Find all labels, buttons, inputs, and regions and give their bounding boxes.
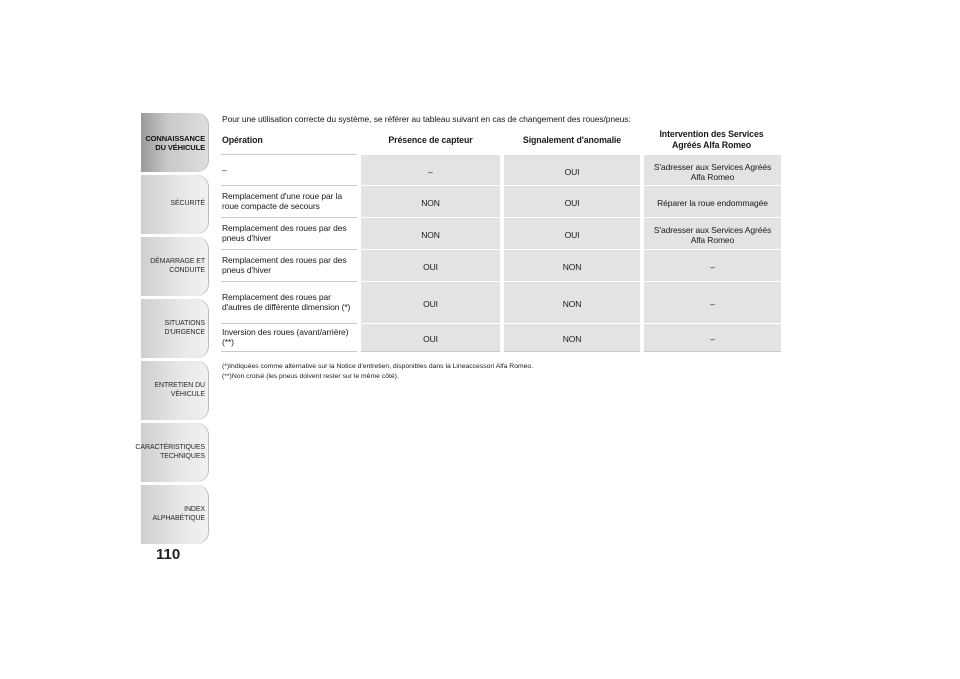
table-row xyxy=(221,323,781,351)
header-operation: Opération xyxy=(222,134,263,145)
cell-intervention: S'adresser aux Services Agréés Alfa Romeo xyxy=(642,217,781,249)
tab-entretien-du-vehicule[interactable] xyxy=(141,361,209,420)
intro-text: Pour une utilisation correcte du système, se référer au tableau suivant en cas de changement des roues/pneus: xyxy=(222,114,631,124)
cell-sensor: OUI xyxy=(359,281,502,323)
table-row xyxy=(221,281,781,323)
cell-intervention: Réparer la roue endommagée xyxy=(642,185,781,217)
header-sensor-presence: Présence de capteur xyxy=(388,134,473,145)
tab-connaissance-du-vehicule[interactable] xyxy=(141,113,209,172)
cell-anomaly: OUI xyxy=(502,185,642,217)
tab-caracteristiques-techniques[interactable] xyxy=(135,423,209,482)
footnotes xyxy=(222,362,533,382)
tab-demarrage-et-conduite[interactable] xyxy=(141,237,209,296)
cell-anomaly: NON xyxy=(502,323,642,351)
cell-intervention: – xyxy=(642,323,781,351)
tab-label: INDEX ALPHABÉTIQUE xyxy=(152,506,205,522)
tab-label: DÉMARRAGE ET CONDUITE xyxy=(150,258,205,274)
tab-index-alphabetique[interactable] xyxy=(141,485,209,544)
tab-label: CONNAISSANCE DU VÉHICULE xyxy=(145,134,205,152)
cell-intervention: S'adresser aux Services Agréés Alfa Romeo xyxy=(642,154,781,185)
tab-label: SITUATIONS D'URGENCE xyxy=(164,320,205,336)
cell-anomaly: NON xyxy=(502,249,642,281)
cell-sensor: – xyxy=(359,154,502,185)
cell-operation: Inversion des roues (avant/arrière) (**) xyxy=(221,323,359,351)
cell-intervention: – xyxy=(642,249,781,281)
cell-anomaly: NON xyxy=(502,281,642,323)
tab-securite[interactable] xyxy=(141,175,209,234)
cell-anomaly: OUI xyxy=(502,154,642,185)
table-row xyxy=(221,154,781,185)
cell-intervention: – xyxy=(642,281,781,323)
cell-operation: Remplacement des roues par d'autres de différente dimension (*) xyxy=(221,281,359,323)
header-anomaly-signal: Signalement d'anomalie xyxy=(522,134,622,145)
tab-label: SÉCURITÉ xyxy=(170,200,205,208)
header-service-intervention: Intervention des Services Agréés Alfa Romeo xyxy=(659,128,764,150)
table-row xyxy=(221,249,781,281)
footnote: (**)Non croisé (les pneus doivent rester sur le même côté). xyxy=(222,373,399,380)
cell-operation: Remplacement des roues par des pneus d'hiver xyxy=(221,217,359,249)
cell-sensor: NON xyxy=(359,185,502,217)
cell-operation: Remplacement des roues par des pneus d'hiver xyxy=(221,249,359,281)
table-header-row xyxy=(221,126,781,154)
tyre-change-table xyxy=(221,126,781,352)
cell-operation: – xyxy=(221,154,359,185)
table-row xyxy=(221,217,781,249)
cell-anomaly: OUI xyxy=(502,217,642,249)
cell-sensor: OUI xyxy=(359,323,502,351)
cell-sensor: OUI xyxy=(359,249,502,281)
tab-label: CARACTÉRISTIQUES TECHNIQUES xyxy=(135,444,205,460)
cell-operation: Remplacement d'une roue par la roue compacte de secours xyxy=(221,185,359,217)
tab-situations-d-urgence[interactable] xyxy=(141,299,209,358)
page-number: 110 xyxy=(156,546,181,563)
table-row xyxy=(221,185,781,217)
tab-label: ENTRETIEN DU VÉHICULE xyxy=(154,382,205,398)
cell-sensor: NON xyxy=(359,217,502,249)
footnote: (*)Indiquées comme alternative sur la Notice d'entretien, disponibles dans la Lineaccessori Alfa Romeo. xyxy=(222,363,534,370)
